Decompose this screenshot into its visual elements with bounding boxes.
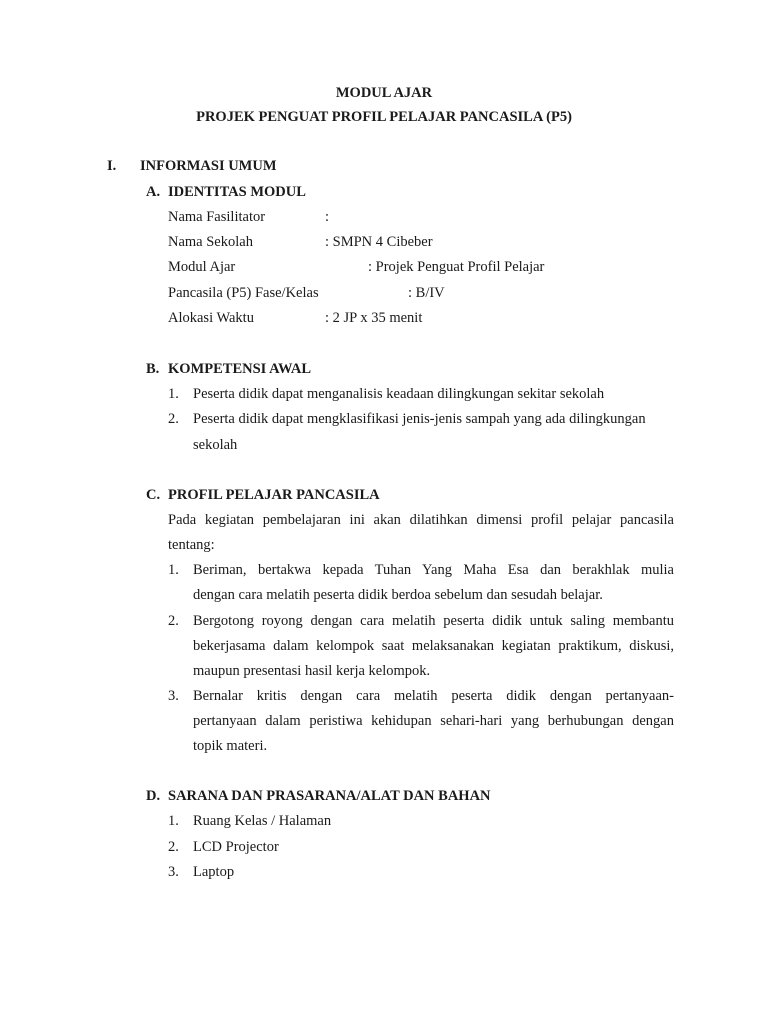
list-item-continuation: dengan cara melatih peserta didik berdoa sebelum dan sesudah belajar. <box>193 587 603 603</box>
subsection-letter: C. <box>146 487 161 503</box>
field-label: Nama Sekolah <box>168 234 253 250</box>
subsection-title: KOMPETENSI AWAL <box>168 361 312 377</box>
list-number: 3. <box>168 688 179 704</box>
subsection-title: SARANA DAN PRASARANA/ALAT DAN BAHAN <box>168 788 491 804</box>
list-number: 2. <box>168 411 179 427</box>
list-item: Bergotong royong dengan cara melatih peserta didik untuk saling membantu <box>193 613 674 629</box>
field-value: : SMPN 4 Cibeber <box>325 234 433 250</box>
paragraph-line: tentang: <box>168 537 215 553</box>
field-value: : <box>325 209 330 225</box>
list-item: Peserta didik dapat mengklasifikasi jenis-jenis sampah yang ada dilingkungan <box>193 411 646 427</box>
list-number: 1. <box>168 386 179 402</box>
list-number: 1. <box>168 813 179 829</box>
section-title: INFORMASI UMUM <box>140 158 277 174</box>
list-item: Peserta didik dapat menganalisis keadaan dilingkungan sekitar sekolah <box>193 386 605 402</box>
subsection-title: IDENTITAS MODUL <box>168 184 306 200</box>
subsection-letter: B. <box>146 361 160 377</box>
field-label: Modul Ajar <box>168 259 236 275</box>
list-item: Bernalar kritis dengan cara melatih peserta didik dengan pertanyaan- <box>193 688 674 704</box>
list-item-continuation: topik materi. <box>193 738 268 754</box>
document-subtitle: PROJEK PENGUAT PROFIL PELAJAR PANCASILA (P5) <box>196 109 572 125</box>
list-item-continuation: sekolah <box>193 437 238 453</box>
list-item: Beriman, bertakwa kepada Tuhan Yang Maha Esa dan berakhlak mulia <box>193 562 674 578</box>
section-number: I. <box>107 158 117 174</box>
list-item: Laptop <box>193 864 235 880</box>
paragraph-line: Pada kegiatan pembelajaran ini akan dilatihkan dimensi profil pelajar pancasila <box>168 512 674 528</box>
field-label: Nama Fasilitator <box>168 209 266 225</box>
list-number: 3. <box>168 864 179 880</box>
subsection-letter: A. <box>146 184 161 200</box>
subsection-title: PROFIL PELAJAR PANCASILA <box>168 487 380 503</box>
document-title: MODUL AJAR <box>335 85 433 101</box>
field-value: : 2 JP x 35 menit <box>325 310 423 326</box>
list-item-continuation: pertanyaan dalam peristiwa kehidupan sehari-hari yang berhubungan dengan <box>193 713 674 729</box>
list-number: 2. <box>168 839 179 855</box>
field-label: Pancasila (P5) Fase/Kelas <box>168 285 319 301</box>
subsection-letter: D. <box>146 788 161 804</box>
list-item: LCD Projector <box>193 839 279 855</box>
field-value: : B/IV <box>408 285 445 301</box>
list-item-continuation: maupun presentasi hasil kerja kelompok. <box>193 663 431 679</box>
list-number: 1. <box>168 562 179 578</box>
field-value: : Projek Penguat Profil Pelajar <box>368 259 545 275</box>
list-number: 2. <box>168 613 179 629</box>
field-label: Alokasi Waktu <box>168 310 254 326</box>
list-item-continuation: bekerjasama dalam kelompok saat melaksanakan kegiatan praktikum, diskusi, <box>193 638 674 654</box>
list-item: Ruang Kelas / Halaman <box>193 813 332 829</box>
